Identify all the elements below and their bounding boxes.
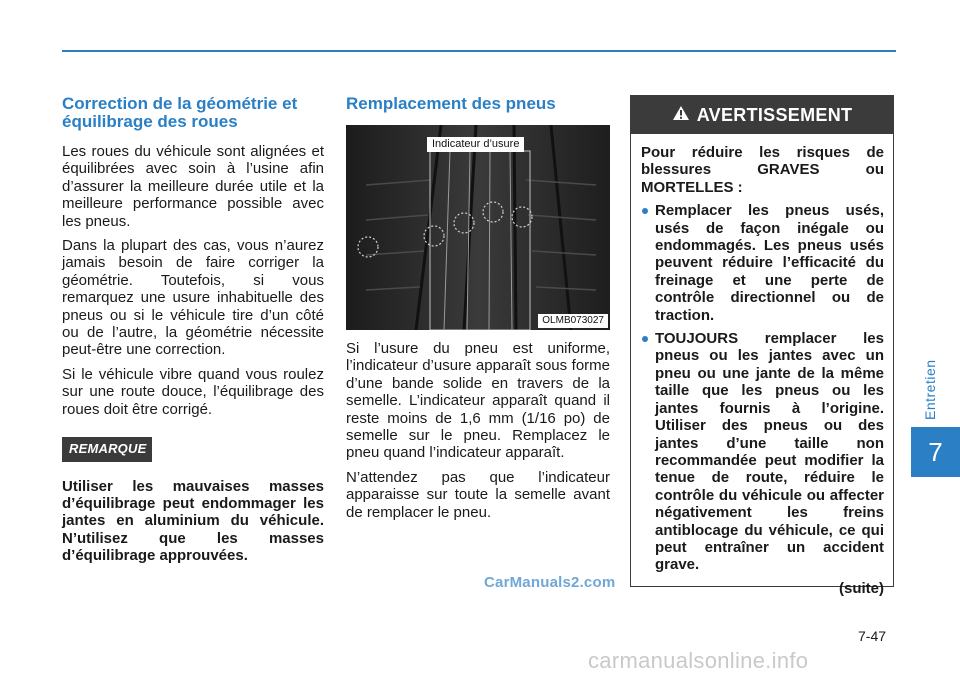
footer-watermark: carmanualsonline.info	[588, 648, 809, 673]
paragraph: Dans la plupart des cas, vous n’aurez jamais besoin de faire corriger la géométrie. Toutefois, si vous remarquez une usure inhabituelle des pneus ou si le véhicule tire d’un côté ou de l’autre, la géométrie nécessite peut-être une correction.	[62, 237, 324, 359]
page-number: 7-47	[858, 628, 887, 644]
chapter-tab-label: Entretien	[922, 359, 938, 421]
tire-wear-photo	[346, 125, 610, 330]
tire-tread-illustration	[346, 125, 610, 330]
section-title-tire-replacement: Remplacement des pneus	[346, 94, 556, 113]
paragraph: Les roues du véhicule sont alignées et équilibrées avec soin à l’usine afin d’assurer la meilleure durée utile et la meilleure performance possible avec les pneus.	[62, 143, 324, 230]
remarque-text: Utiliser les mauvaises masses d’équilibrage peut endommager les jantes en aluminium du véhicule. N’utilisez que les masses d’équilibrage approuvées.	[62, 477, 324, 565]
wear-indicator-label: Indicateur d’usure	[427, 137, 524, 152]
warning-item: TOUJOURS remplacer les pneus ou les jantes avec un pneu ou une jante de la même taille que les pneus ou les jantes fournis à l’origine. Utiliser des pneus ou des jantes d’une taille non recommandée peut modifier la tenue de route, réduire le contrôle du véhicule ou affecter négativement les freins antiblocage du véhicule, ce qui peut entraîner un accident grave.	[641, 330, 884, 574]
figure-code: OLMB073027	[538, 314, 608, 328]
paragraph: Si le véhicule vibre quand vous roulez sur une route douce, l’équilibrage des roues doit être corrigé.	[62, 365, 324, 418]
remarque-badge: REMARQUE	[62, 437, 152, 461]
warning-triangle-icon	[672, 105, 690, 126]
continued-label: (suite)	[839, 579, 884, 597]
column-alignment	[62, 95, 324, 572]
section-title-alignment: Correction de la géométrie et équilibrage des roues	[62, 94, 298, 131]
column-tire-replacement	[346, 95, 610, 528]
warning-item: Remplacer les pneus usés, usés de façon inégale ou endommagés. Les pneus usés peuvent réduire l’efficacité du freinage et une perte de contrôle directionnel ou de traction.	[641, 202, 884, 324]
warning-box	[630, 95, 894, 597]
warning-intro: Pour réduire les risques de blessures GRAVES ou MORTELLES :	[641, 144, 884, 196]
warning-list	[641, 202, 884, 574]
warning-title: AVERTISSEMENT	[696, 104, 853, 125]
paragraph: N’attendez pas que l’indicateur apparaisse sur toute la semelle avant de remplacer le pneu.	[346, 468, 610, 521]
top-rule	[62, 50, 896, 52]
warning-body	[631, 134, 893, 597]
watermark: CarManuals2.com	[484, 574, 616, 591]
chapter-tab-number: 7	[911, 427, 960, 477]
warning-header	[631, 96, 893, 134]
paragraph: Si l’usure du pneu est uniforme, l’indicateur d’usure apparaît sous forme d’une bande solide en travers de la semelle. L’indicateur apparaît quand il reste moins de 1,6 mm (1/16 po) de semelle sur le pneu. Remplacez le pneu quand l’indicateur apparaît.	[346, 340, 610, 462]
